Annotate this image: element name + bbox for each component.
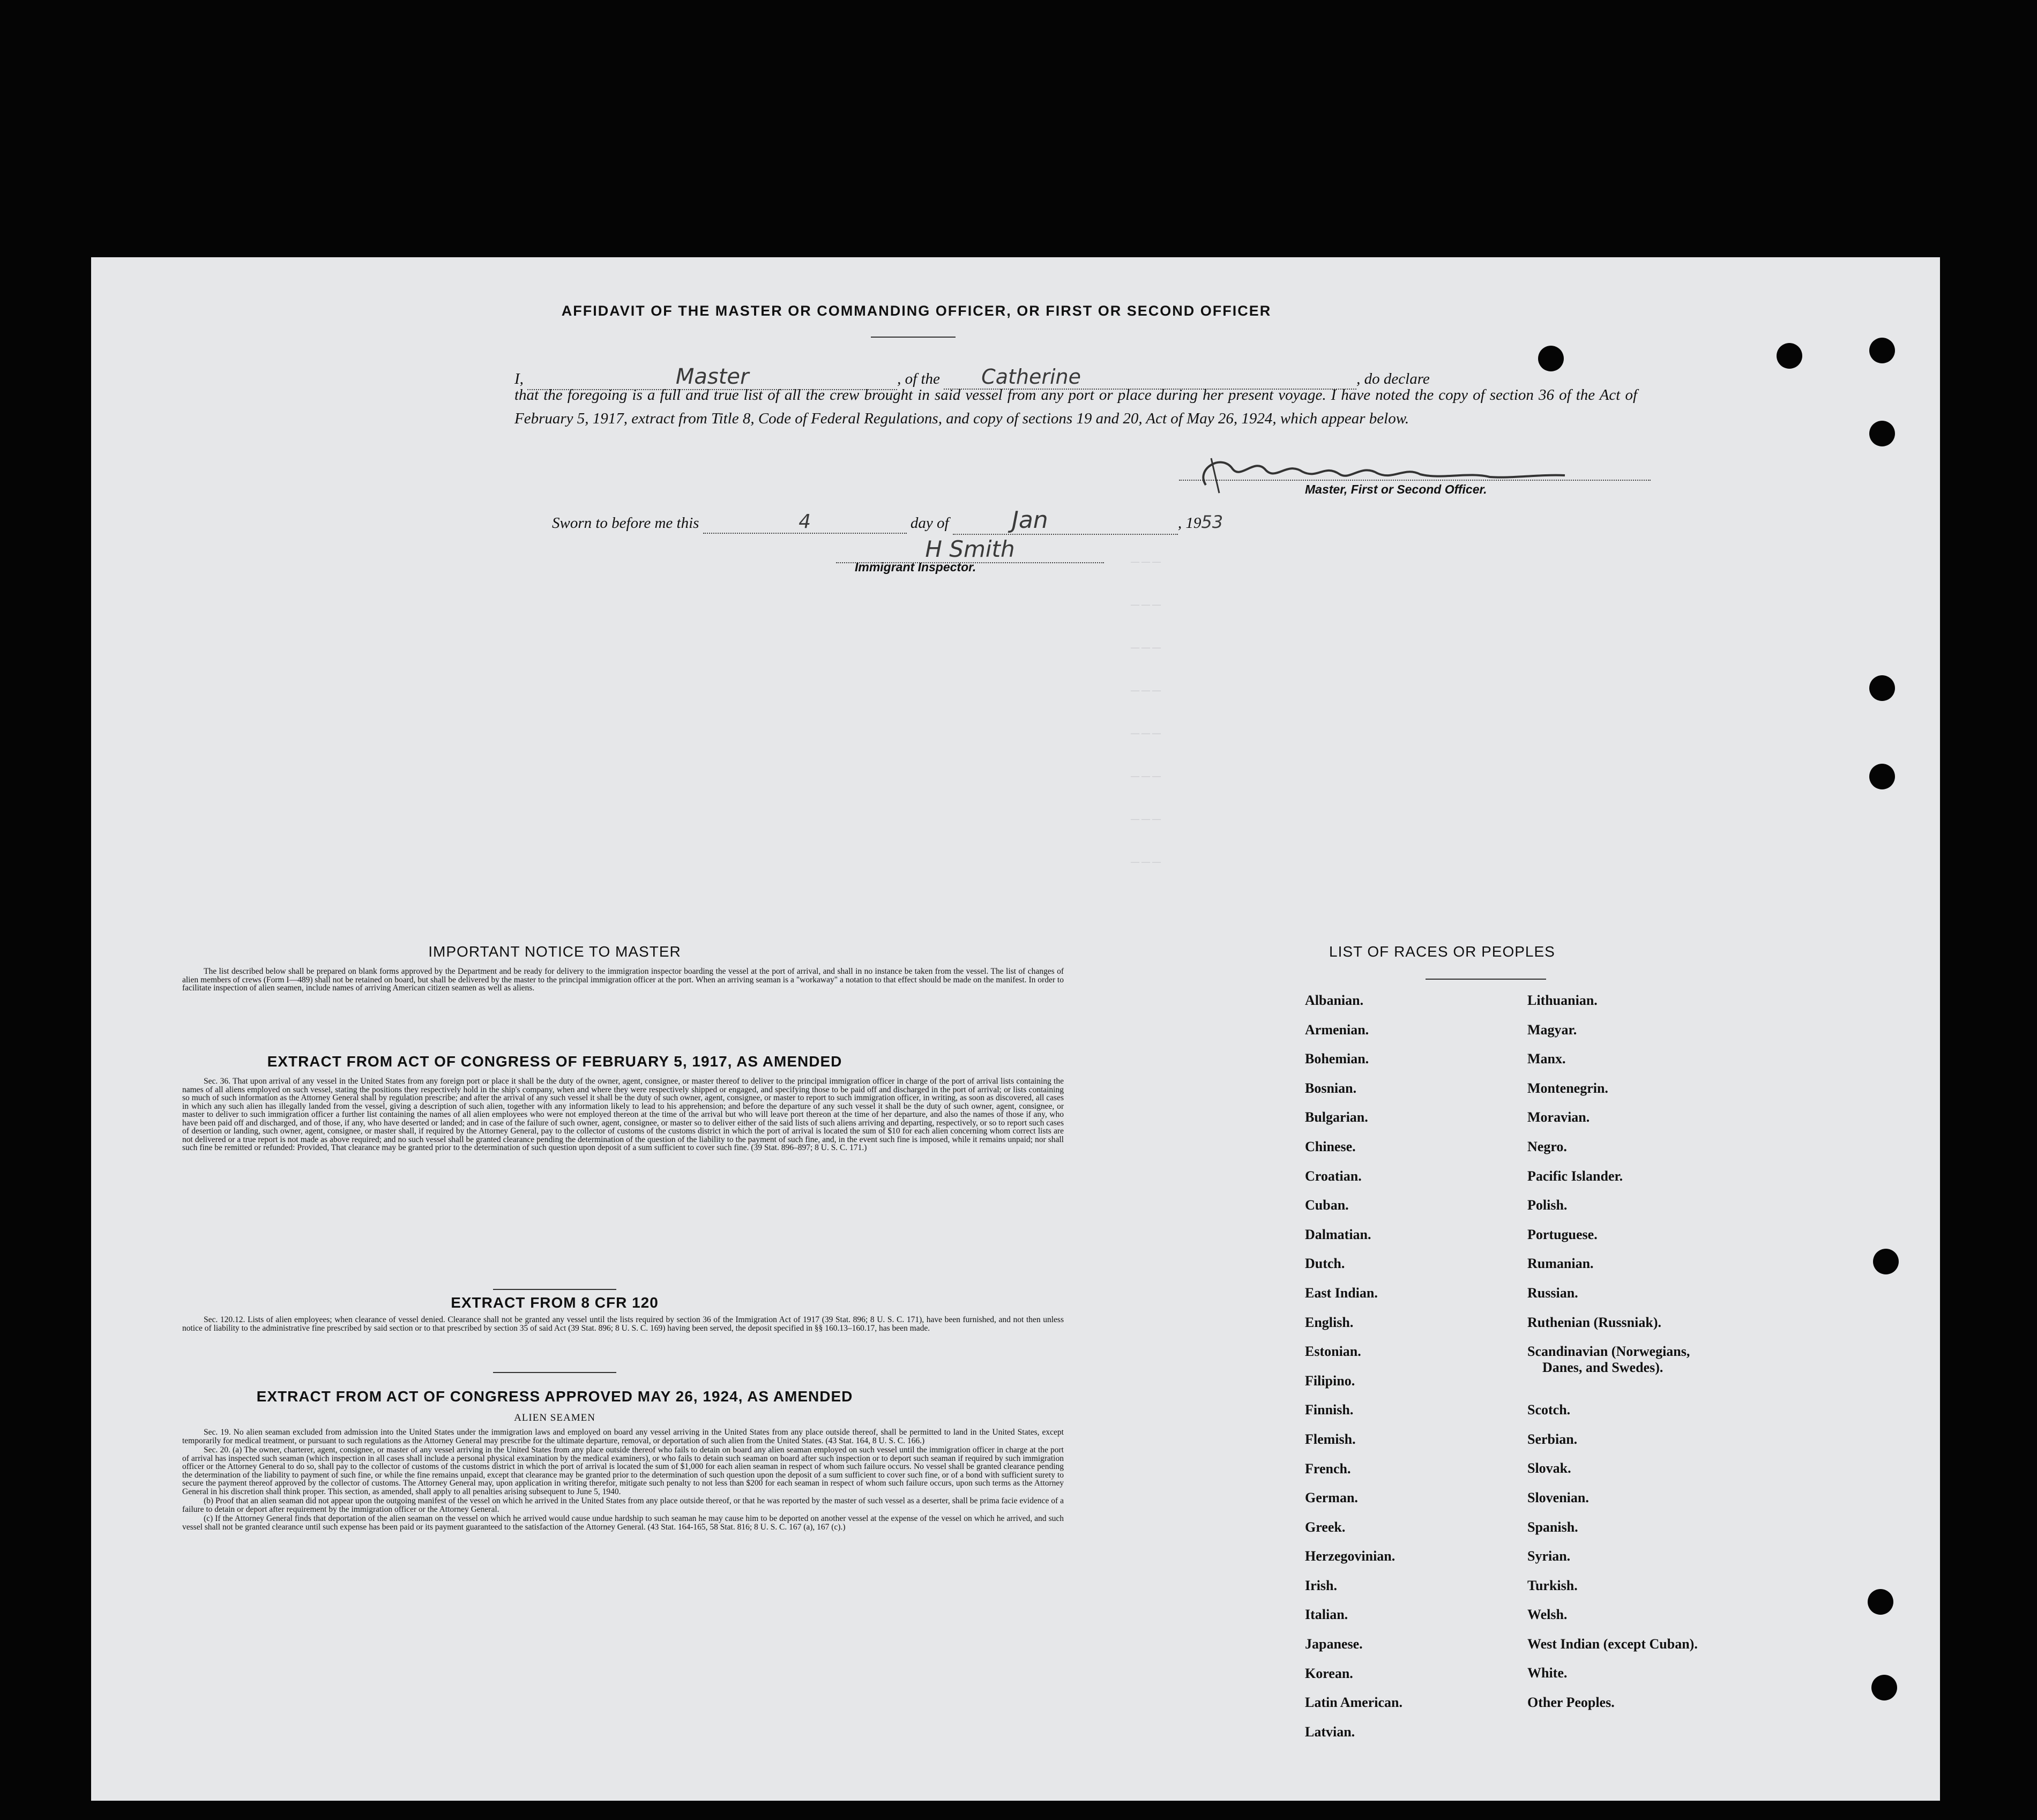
race-item: Italian.	[1305, 1607, 1348, 1623]
race-item: Dutch.	[1305, 1256, 1345, 1272]
race-item: Flemish.	[1305, 1431, 1356, 1447]
race-item: Turkish.	[1527, 1577, 1578, 1593]
race-item: Estonian.	[1305, 1344, 1361, 1360]
document-sheet	[91, 257, 1940, 1801]
race-item: Portuguese.	[1527, 1226, 1598, 1242]
section-19-paragraph: Sec. 19. No alien seaman excluded from admission into the United States under the immigration laws and employed on board any vessel arriving in the United States from any place outside thereof, shall be permitted to land in the United States, except temporarily for medical treatment, or pursuant to such regulations as the Attorney General may prescribe for the ultimate departure, removal, or deportation of such alien from the United States. (43 Stat. 164, 8 U. S. C. 166.)	[182, 1428, 1064, 1445]
race-item: Croatian.	[1305, 1168, 1362, 1184]
race-item: Magyar.	[1527, 1021, 1577, 1038]
section-20a-paragraph: Sec. 20. (a) The owner, charterer, agent, consignee, or master of any vessel arriving in the United States from any place outside thereof who fails to detain on board any alien seaman employed on such vessel until the immigration officer in charge at the port of arrival has inspected such seaman (which inspection in all cases shall include a personal physical examination by the medical examiners), or who fails to detain such seaman on board after such inspection or to deport such seaman if required by such immigration officer or the Attorney General to do so, shall pay to the collector of customs of the customs district in which the port of arrival is located the sum of $1,000 for each alien seaman in respect of whom such failure occurs. No vessel shall be granted clearance pending the determination of the liability to payment of such fine, or while the fine remains unpaid, except that clearance may be granted prior to the determination of such question upon the deposit of a sum sufficient to cover such fine, or of a bond with sufficient surety to secure the payment thereof approved by the collector of customs. The Attorney General may, upon application in writing therefor, mitigate such penalty to not less than $200 for each seaman in respect of whom such failure occurs, upon such terms as the Attorney General in his discretion shall think proper. This section, as amended, shall apply to all penalties arising subsequent to June 5, 1940.	[182, 1445, 1064, 1496]
race-item: Other Peoples.	[1527, 1695, 1615, 1711]
officer-signature-line	[1179, 480, 1651, 481]
inspector-label: Immigrant Inspector.	[855, 560, 976, 574]
binder-hole	[1869, 421, 1895, 446]
race-item: Bulgarian.	[1305, 1109, 1368, 1125]
show-through-mark: — — —	[1131, 857, 1161, 867]
race-item: Ruthenian (Russniak).	[1527, 1314, 1661, 1330]
binder-hole	[1871, 1675, 1897, 1700]
race-item: Armenian.	[1305, 1021, 1369, 1038]
vessel-name-handwritten: Catherine	[981, 365, 1081, 389]
extract-cfr-title: EXTRACT FROM 8 CFR 120	[451, 1294, 659, 1311]
master-name-handwritten: Master	[675, 364, 749, 389]
show-through-mark: — — —	[1131, 772, 1161, 781]
race-item: Pacific Islander.	[1527, 1168, 1623, 1184]
sworn-label: Sworn to before me this	[552, 514, 699, 532]
race-item: Welsh.	[1527, 1607, 1568, 1623]
binder-hole	[1868, 1589, 1893, 1615]
binder-hole	[1873, 1249, 1899, 1274]
race-item: Irish.	[1305, 1577, 1337, 1593]
show-through-mark: — — —	[1131, 815, 1161, 824]
race-item: Lithuanian.	[1527, 993, 1598, 1008]
race-item: Bohemian.	[1305, 1051, 1369, 1067]
declaration-start: I,	[514, 370, 524, 387]
inspector-signature-field	[836, 536, 1104, 563]
binder-hole	[1777, 343, 1802, 369]
race-item: Russian.	[1527, 1285, 1578, 1301]
day-of-label: day of	[910, 514, 949, 532]
race-item: Greek.	[1305, 1519, 1346, 1535]
declaration-mid: , of the	[897, 370, 940, 387]
race-item: Cuban.	[1305, 1197, 1349, 1213]
notice-text	[182, 967, 1064, 993]
extract-1917-text	[182, 1077, 1064, 1152]
section-divider	[493, 1289, 616, 1290]
show-through-mark: — — —	[1131, 686, 1161, 695]
race-item: French.	[1305, 1460, 1351, 1476]
race-item: Albanian.	[1305, 993, 1364, 1008]
inspector-signature: H Smith	[925, 536, 1015, 562]
binder-hole	[1869, 675, 1895, 701]
sworn-line	[552, 506, 1431, 535]
section-36-paragraph: Sec. 36. That upon arrival of any vessel in the United States from any foreign port or place it shall be the duty of the owner, agent, consignee, or master thereof to deliver to the principal immigration officer in charge of the port of arrival lists containing the names of all aliens employed on such vessel, stating the positions they respectively hold in the ship's company, when and where they were respectively shipped or engaged, and specifying those to be paid off and discharged in the port of arrival; or lists containing so much of such information as the Attorney General shall by regulation prescribe; and after the arrival of any such vessel it shall be the duty of such owner, agent, consignee, or master to report to such immigration officer, in writing, as soon as discovered, all cases in which any such alien has illegally landed from the vessel, giving a description of such alien, together with any information likely to lead to his apprehension; and before the departure of any such vessel it shall be the duty of such owner, agent, consignee, or master to deliver to such immigration officer a further list containing the names of all alien employees who were not employed thereon at the time of the arrival but who will leave port thereon at the time of her departure, and also the names of those if any, who have been paid off and discharged, and of those, if any, who have deserted or landed; and in case of the failure of such owner, agent, consignee, or master so to deliver either of the said lists of such aliens arriving and departing, respectively, or so to report such cases of desertion or landing, such owner, agent, consignee, or master shall, if required by the Attorney General, pay to the collector of customs of the customs district in which the port of arrival is located the sum of $10 for each alien concerning whom correct lists are not delivered or a true report is not made as above required; and no such vessel shall be granted clearance pending the determination of the question of the liability to the payment of such fine, and, in the event such fine is imposed, while it remains unpaid; nor shall such fine be remitted or refunded: Provided, That clearance may be granted prior to the determination of such question upon deposit of a sum sufficient to cover such fine. (39 Stat. 896–897; 8 U. S. C. 171.)	[182, 1077, 1064, 1152]
race-item: English.	[1305, 1314, 1354, 1330]
race-item: Slovak.	[1527, 1460, 1571, 1476]
race-item-scandinavian-cont: Danes, and Swedes).	[1542, 1360, 1663, 1376]
race-item: German.	[1305, 1490, 1358, 1506]
race-item: Spanish.	[1527, 1519, 1578, 1535]
section-divider	[493, 1372, 616, 1373]
race-item: Moravian.	[1527, 1109, 1590, 1125]
month-handwritten: Jan	[1011, 506, 1048, 534]
race-item: Herzegovinian.	[1305, 1548, 1396, 1564]
affidavit-title: AFFIDAVIT OF THE MASTER OR COMMANDING OFFICER, OR FIRST OR SECOND OFFICER	[561, 303, 1272, 319]
race-item: Finnish.	[1305, 1402, 1354, 1418]
race-item: Korean.	[1305, 1665, 1353, 1681]
binder-hole	[1869, 338, 1895, 363]
race-item	[1527, 1344, 1698, 1402]
race-item: Slovenian.	[1527, 1489, 1589, 1505]
races-column-2	[1527, 993, 1698, 1724]
race-item: Chinese.	[1305, 1138, 1356, 1154]
declaration-end: , do declare	[1356, 370, 1430, 387]
race-item: West Indian (except Cuban).	[1527, 1636, 1698, 1652]
race-item: Montenegrin.	[1527, 1080, 1608, 1096]
extract-1924-text	[182, 1428, 1064, 1531]
race-item: Bosnian.	[1305, 1080, 1357, 1096]
show-through-mark: — — —	[1131, 729, 1161, 738]
race-item: Latin American.	[1305, 1695, 1402, 1711]
races-title: LIST OF RACES OR PEOPLES	[1329, 943, 1555, 960]
races-divider	[1426, 979, 1546, 980]
extract-1917-title: EXTRACT FROM ACT OF CONGRESS OF FEBRUARY 5, 1917, AS AMENDED	[267, 1053, 842, 1070]
section-20c-paragraph: (c) If the Attorney General finds that deportation of the alien seaman on the vessel on which he arrived would cause undue hardship to such seaman he may cause him to be deported on another vessel at the expense of the vessel on which he arrived, and such vessel shall not be granted clearance until such expense has been paid or its payment guaranteed to the satisfaction of the Attorney General. (43 Stat. 164-165, 58 Stat. 816; 8 U. S. C. 167 (a), 167 (c).)	[182, 1514, 1064, 1532]
binder-hole	[1869, 764, 1895, 789]
race-item: White.	[1527, 1665, 1568, 1681]
race-item: Syrian.	[1527, 1548, 1571, 1564]
race-item: Filipino.	[1305, 1373, 1355, 1389]
year-handwritten: 53	[1201, 512, 1223, 532]
extract-1924-title: EXTRACT FROM ACT OF CONGRESS APPROVED MAY 26, 1924, AS AMENDED	[256, 1388, 853, 1405]
race-item: East Indian.	[1305, 1285, 1378, 1301]
race-item: Latvian.	[1305, 1724, 1355, 1740]
race-item: Rumanian.	[1527, 1256, 1594, 1272]
title-divider	[871, 337, 956, 338]
alien-seamen-subtitle: ALIEN SEAMEN	[514, 1412, 595, 1423]
notice-paragraph: The list described below shall be prepared on blank forms approved by the Department and be ready for delivery to the immigration inspector boarding the vessel at the port of arrival, and shall in no instance be taken from the vessel. The list of changes of alien members of crews (Form I—489) shall not be retained on board, but shall be delivered by the master to the principal immigration officer at the port. When an arriving seaman is a "workaway" a notation to that effect should be made on the manifest. In order to facilitate inspection of alien seamen, include names of arriving American citizen seamen as well as aliens.	[182, 967, 1064, 993]
month-field	[953, 506, 1178, 535]
extract-cfr-text	[182, 1316, 1064, 1332]
section-120-paragraph: Sec. 120.12. Lists of alien employees; when clearance of vessel denied. Clearance shall not be granted any vessel until the lists required by section 36 of the Immigration Act of 1917 (39 Stat. 896; 8 U. S. C. 171), have been furnished, and not then unless notice of liability to the administrative fine prescribed by said section or to that prescribed by section 35 of said Act (39 Stat. 896; 8 U. S. C. 169) having been served, the deposit specified in §§ 160.13–160.17, has been made.	[182, 1315, 1064, 1333]
section-20b-paragraph: (b) Proof that an alien seaman did not appear upon the outgoing manifest of the vessel on which he arrived in the United States from any place outside thereof, or that he was reported by the master of such vessel as a deserter, shall be prima facie evidence of a failure to detain or deport after requirement by the immigration officer or the Attorney General.	[182, 1496, 1064, 1514]
race-item: Manx.	[1527, 1051, 1566, 1067]
races-column-1	[1305, 993, 1402, 1753]
declaration-body: that the foregoing is a full and true list of all the crew brought in said vessel from any port or place during her present voyage. I have noted the copy of section 36 of the Act of February 5, 1917, extract from Title 8, Code of Federal Regulations, and copy of sections 19 and 20, Act of May 26, 1924, which appear below.	[514, 386, 1637, 427]
race-item: Scotch.	[1527, 1402, 1571, 1418]
race-item: Polish.	[1527, 1197, 1568, 1213]
race-item: Serbian.	[1527, 1431, 1578, 1447]
day-handwritten: 4	[799, 511, 811, 533]
year-prefix: , 19	[1177, 514, 1202, 532]
show-through-mark: — — —	[1131, 557, 1161, 566]
race-item-scandinavian: Scandinavian (Norwegians,	[1527, 1344, 1690, 1360]
notice-title: IMPORTANT NOTICE TO MASTER	[428, 943, 681, 960]
race-item: Japanese.	[1305, 1636, 1363, 1652]
race-item: Negro.	[1527, 1138, 1567, 1154]
day-field	[703, 511, 907, 534]
race-item: Dalmatian.	[1305, 1226, 1371, 1242]
officer-label: Master, First or Second Officer.	[1305, 482, 1487, 496]
show-through-mark: — — —	[1131, 643, 1161, 652]
show-through-mark: — — —	[1131, 600, 1161, 609]
